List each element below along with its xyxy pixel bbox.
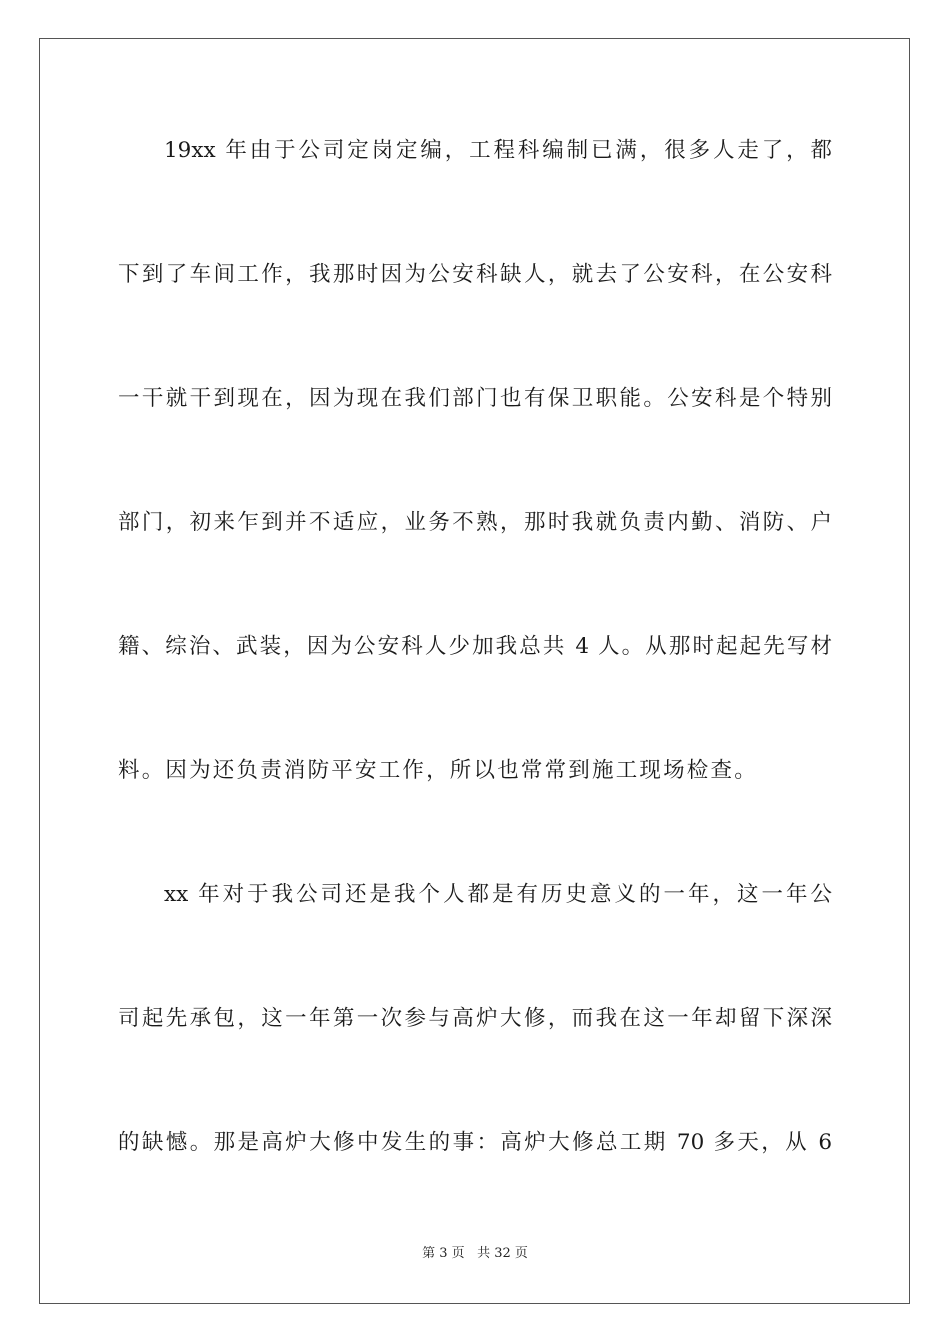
paragraph-line: 籍、综治、武装，因为公安科人少加我总共 4 人。从那时起起先写材 [118, 634, 832, 659]
page-total: 共 32 页 [477, 1246, 528, 1261]
paragraph-line: xx 年对于我公司还是我个人都是有历史意义的一年，这一年公 [164, 882, 832, 907]
page-number: 第 3 页 [422, 1246, 465, 1261]
paragraph-line: 料。因为还负责消防平安工作，所以也常常到施工现场检查。 [118, 758, 758, 783]
paragraph-line: 19xx 年由于公司定岗定编，工程科编制已满，很多人走了，都 [164, 138, 832, 163]
paragraph-line: 下到了车间工作，我那时因为公安科缺人，就去了公安科，在公安科 [118, 262, 832, 287]
page-footer [0, 1245, 950, 1263]
paragraph-line: 的缺憾。那是高炉大修中发生的事：高炉大修总工期 70 多天，从 6 [118, 1130, 832, 1155]
page-border [39, 38, 910, 1304]
paragraph-line: 部门，初来乍到并不适应，业务不熟，那时我就负责内勤、消防、户 [118, 510, 832, 535]
paragraph-line: 司起先承包，这一年第一次参与高炉大修，而我在这一年却留下深深 [118, 1006, 832, 1031]
paragraph-line: 一干就干到现在，因为现在我们部门也有保卫职能。公安科是个特别 [118, 386, 832, 411]
